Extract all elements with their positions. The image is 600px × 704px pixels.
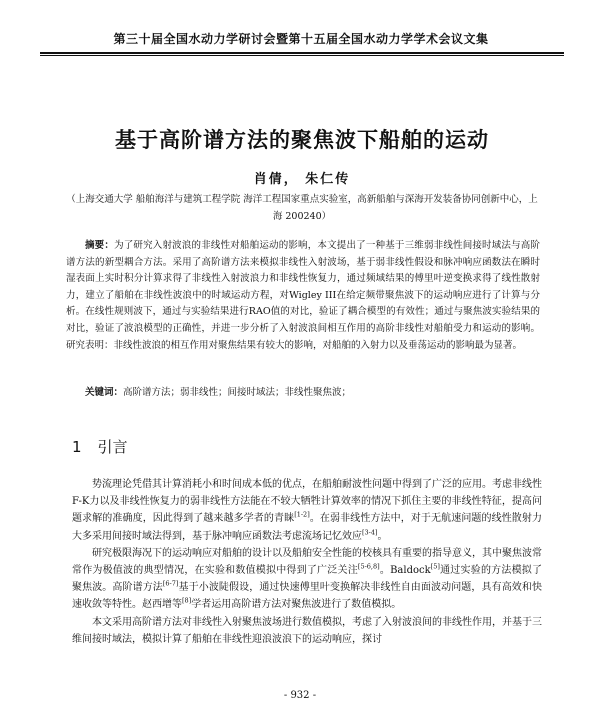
paragraph-3: 本文采用高阶谱方法对非线性入射聚焦波场进行数值模拟，考虑了入射波浪间的非线性作用，并基于三维间接时域法，模拟计算了船舶在非线性迎浪波浪下的运动响应，探讨	[72, 616, 542, 645]
keywords-label: 关键词：	[85, 387, 124, 398]
citation: [6-7]	[162, 579, 179, 588]
paper-affiliation: （上海交通大学 船舶海洋与建筑工程学院 海洋工程国家重点实验室，高新船舶与深海开发装备协同创新中心，上海 200240）	[66, 194, 538, 222]
p2-text-e: 学者运用高阶谱方法对聚焦波进行了数值模拟。	[191, 599, 402, 611]
abstract-text: 为了研究入射波浪的非线性对船舶运动的影响，本文提出了一种基于三维弱非线性间接时域法与高阶谱方法的新型耦合方法。采用了高阶谱方法来模拟非线性入射波场，基于弱非线性假设和脉冲响应函数法在瞬时湿表面上实时积分计算求得了非线性入射波浪力和非线性恢复力，通过频域结果的傅里叶逆变换求得了线性散射力，建立了船舶在非线性波浪中的时域运动方程，对Wigley III在给定频带聚焦波下的运动响应进行了计算与分析。在线性规则波下，通过与实验结果进行RAO值的对比，验证了耦合模型的有效性；通过与聚焦波实验结果的对比，验证了波浪模型的正确性，并进一步分析了入射波浪间相互作用的高阶非线性对船舶受力和运动的影响。研究表明：非线性波浪的相互作用对聚焦结果有较大的影响，对船舶的入射力以及垂荡运动的影响最为显著。	[66, 240, 540, 351]
citation: [8]	[182, 597, 192, 606]
p1-text-b: 。在弱非线性方法中，对于无航速问题的线性散射力大多采用间接时域法得到，基于脉冲响应函数法考虑流场记忆效应	[72, 513, 543, 542]
body-text	[72, 476, 542, 648]
p2-text-c: 通过实验的方法模拟了聚焦波。高阶谱方法	[72, 565, 542, 594]
citation: [5]	[430, 562, 440, 571]
p2-text-b: 。Baldock	[379, 565, 431, 577]
p2-text-a: 研究极限海况下的运动响应对船舶的设计以及船舶安全性能的校核具有重要的指导意义，其中聚焦波常常作为极值波的典型情况，在实验和数值模拟中得到了广泛关注	[72, 547, 542, 577]
paper-title: 基于高阶谱方法的聚焦波下船舶的运动	[115, 128, 489, 152]
page-number: - 932 -	[283, 690, 317, 701]
citation: [5-6,8]	[357, 562, 380, 571]
keywords	[66, 385, 540, 401]
running-header: 第三十届全国水动力学研讨会暨第十五届全国水动力学学术会议文集	[113, 32, 489, 46]
paper-authors: 肖倩， 朱仁传	[253, 172, 351, 187]
section-title: 引言	[97, 438, 128, 456]
abstract-label: 摘要：	[85, 240, 115, 251]
p1-text-c: 。	[377, 530, 388, 542]
p1-text-a: 势流理论凭借其计算消耗小和时间成本低的优点，在船舶耐波性问题中得到了广泛的应用。考虑非线性F-K力以及非线性恢复力的弱非线性方法能在不较大牺牲计算效率的情况下抓住主要的非线性特征，提高问题求解的准确度，因此得到了越来越多学者的青睐	[72, 479, 542, 525]
citation: [1-2]	[294, 511, 310, 520]
header-rule	[40, 52, 564, 54]
p2-text-d: 基于小波陡假设，通过快速傅里叶变换解决非线性自由面波动问题，具有高效和快速收敛等特性。赵西增等	[72, 582, 542, 611]
paragraph-1	[72, 476, 542, 545]
paragraph-2	[72, 545, 542, 614]
keywords-text: 高阶谱方法；弱非线性；间接时域法；非线性聚焦波；	[123, 387, 352, 398]
citation: [3-4]	[362, 528, 378, 537]
section-number: 1	[72, 438, 82, 456]
section-heading	[72, 436, 128, 457]
abstract	[66, 238, 540, 354]
header-rule-thin	[40, 55, 564, 56]
